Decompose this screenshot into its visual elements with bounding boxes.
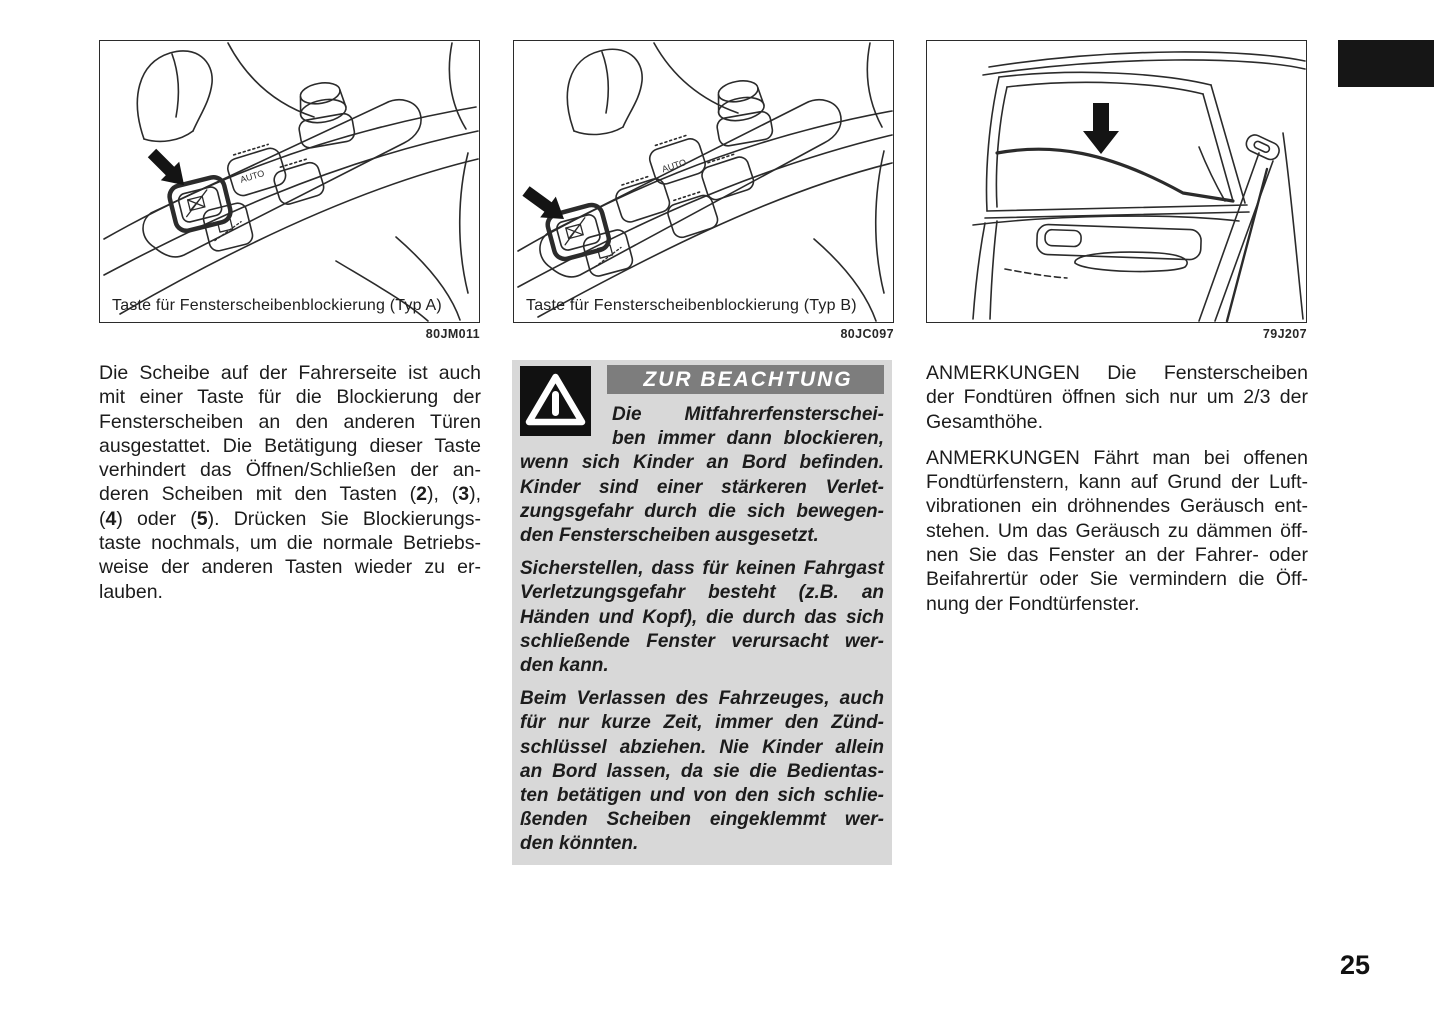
window-switch	[271, 157, 326, 207]
figure-frame	[99, 40, 480, 323]
figure-code-b: 80JC097	[840, 327, 894, 341]
paragraph-note-window-height: ANMERKUNGEN Die Fensterscheiben der Fondtüren öffnen sich nur um 2/3 der Gesamthöhe.	[926, 362, 1308, 433]
window-switch	[698, 151, 755, 202]
figure-caption-b: Taste für Fensterscheibenblockierung (Typ B)	[526, 297, 857, 314]
figure-window-lock-type-a	[99, 40, 480, 341]
figure-frame	[513, 40, 894, 323]
door-switch-panel-illustration-a	[100, 41, 479, 322]
warning-paragraph-remove-key: Beim Verlassen des Fahrzeuges, auch für nur kurze Zeit, immer den Zünd- schlüssel abziehen. Nie Kinder allein an Bord lassen, da sie die Bedientas- ten betätigen und von den sich schlie- ßenden Scheiben eingeklemmt wer- den könnten.	[520, 688, 884, 855]
figure-window-lock-type-b	[513, 40, 894, 341]
window-switch	[612, 173, 671, 225]
figure-rear-door-window	[926, 40, 1307, 341]
warning-title: ZUR BEACHTUNG	[607, 365, 884, 394]
warning-box	[512, 360, 892, 865]
window-lock-button-illustration	[167, 175, 232, 233]
figure-frame	[926, 40, 1307, 323]
pointer-arrow-icon	[522, 186, 564, 219]
warning-paragraph-injury-risk: Sicherstellen, dass für keinen Fahrgast Verletzungsgefahr besteht (z.B. an Händen und Kopf), die durch das sich schließende Fenster verursacht wer- den kann.	[520, 558, 884, 677]
text-column-left	[99, 361, 481, 604]
paragraph-note-air-vibration: ANMERKUNGEN Fährt man bei offenen Fondtürfenstern, kann auf Grund der Luft- vibrationen ein dröhnendes Geräusch ent- stehen. Um das Geräusch zu dämmen öff- nen Sie das Fenster an der Fahrer- oder Beifahrertür oder Sie vermindern die Öff- nung der Fondtürfenster.	[926, 446, 1308, 615]
figure-code-c: 79J207	[1262, 327, 1307, 341]
door-switch-panel-illustration-b	[514, 41, 893, 322]
figure-caption-a: Taste für Fensterscheibenblockierung (Typ A)	[112, 297, 442, 314]
mirror-knob-illustration	[710, 77, 774, 147]
auto-switch-label: AUTO	[660, 157, 688, 175]
page-number: 25	[1340, 950, 1371, 980]
auto-window-switch	[224, 142, 288, 198]
auto-switch-label: AUTO	[238, 168, 266, 185]
text-column-right	[926, 361, 1308, 616]
figure-code-a: 80JM011	[425, 327, 480, 341]
paragraph-driver-lock-button: Die Scheibe auf der Fahrerseite ist auch mit einer Taste für die Blockierung der Fensterscheiben an den anderen Türen ausgestattet. Die Betätigung dieser Taste verhindert das Öffnen/Schließen der an- deren Scheiben mit den Tasten (2), (3), (4) oder (5). Drücken Sie Blockierungs- taste nochmals, um die normale Betriebs- weise der anderen Tasten wieder zu er- lauben.	[99, 362, 481, 603]
pointer-arrow-icon	[1083, 103, 1119, 154]
mirror-knob-illustration	[292, 79, 356, 149]
warning-paragraph-block-windows: Die Mitfahrerfensterschei- ben immer dann blockieren, wenn sich Kinder an Bord befinden. Kinder sind einer stärkeren Verlet- zungsgefahr durch die sich bewegen- den Fensterscheiben ausgesetzt.	[520, 404, 884, 547]
rear-door-illustration	[927, 41, 1306, 322]
warning-triangle-icon	[520, 366, 591, 436]
seatbelt-anchor-illustration	[1244, 132, 1282, 162]
section-tab-marker	[1338, 40, 1434, 87]
pointer-arrow-icon	[148, 149, 184, 185]
armrest-illustration	[1036, 224, 1201, 260]
